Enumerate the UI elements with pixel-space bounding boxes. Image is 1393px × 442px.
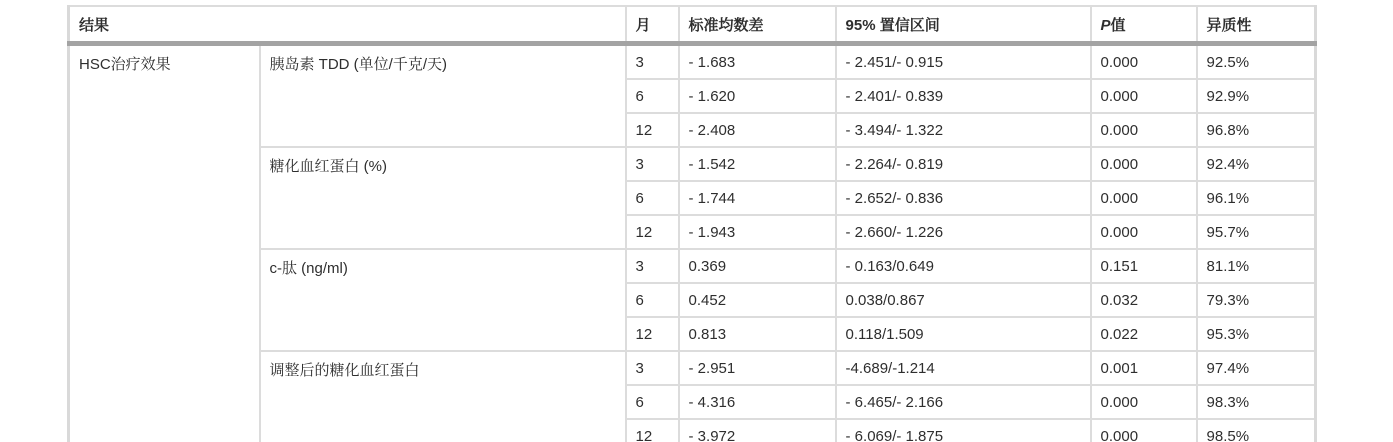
cell-p: 0.000 [1091,181,1197,215]
cell-smd: - 2.951 [679,351,836,385]
col-header-result: 结果 [69,6,626,44]
cell-heterogeneity: 95.3% [1197,317,1316,351]
cell-ci: - 2.660/- 1.226 [836,215,1091,249]
cell-p: 0.001 [1091,351,1197,385]
cell-p: 0.000 [1091,147,1197,181]
cell-p: 0.151 [1091,249,1197,283]
cell-heterogeneity: 81.1% [1197,249,1316,283]
cell-heterogeneity: 98.3% [1197,385,1316,419]
cell-smd: - 2.408 [679,113,836,147]
cell-p: 0.000 [1091,215,1197,249]
cell-heterogeneity: 96.1% [1197,181,1316,215]
p-label-rest: 值 [1110,16,1126,34]
cell-heterogeneity: 98.5% [1197,419,1316,442]
cell-month: 3 [626,249,679,283]
cell-smd: 0.813 [679,317,836,351]
cell-smd: - 4.316 [679,385,836,419]
p-symbol: P [1100,16,1111,34]
cell-month: 12 [626,215,679,249]
cell-p: 0.022 [1091,317,1197,351]
cell-ci: - 2.264/- 0.819 [836,147,1091,181]
cell-month: 6 [626,385,679,419]
cell-ci: 0.038/0.867 [836,283,1091,317]
cell-month: 6 [626,79,679,113]
cell-smd: - 1.542 [679,147,836,181]
col-header-ci: 95% 置信区间 [836,6,1091,44]
cell-month: 3 [626,147,679,181]
cell-heterogeneity: 92.9% [1197,79,1316,113]
cell-month: 3 [626,44,679,80]
cell-p: 0.000 [1091,44,1197,80]
cell-p: 0.000 [1091,419,1197,442]
cell-ci: - 2.401/- 0.839 [836,79,1091,113]
cell-ci: - 2.451/- 0.915 [836,44,1091,80]
cell-ci: - 0.163/0.649 [836,249,1091,283]
cell-month: 12 [626,113,679,147]
col-header-month: 月 [626,6,679,44]
cell-ci: 0.118/1.509 [836,317,1091,351]
cell-ci: - 2.652/- 0.836 [836,181,1091,215]
cell-p: 0.000 [1091,113,1197,147]
results-table [67,5,1317,442]
cell-smd: - 3.972 [679,419,836,442]
cell-outcome-label: 调整后的糖化血红蛋白 [260,351,626,442]
cell-heterogeneity: 95.7% [1197,215,1316,249]
cell-ci: - 3.494/- 1.322 [836,113,1091,147]
col-header-pvalue [1091,6,1197,44]
cell-month: 12 [626,317,679,351]
cell-outcome-label: c-肽 (ng/ml) [260,249,626,351]
cell-heterogeneity: 96.8% [1197,113,1316,147]
cell-ci: - 6.069/- 1.875 [836,419,1091,442]
cell-p: 0.000 [1091,79,1197,113]
cell-heterogeneity: 97.4% [1197,351,1316,385]
header-row [69,6,1316,44]
cell-month: 12 [626,419,679,442]
cell-smd: 0.369 [679,249,836,283]
cell-month: 3 [626,351,679,385]
cell-smd: 0.452 [679,283,836,317]
cell-outcome-label: 胰岛素 TDD (单位/千克/天) [260,44,626,148]
cell-heterogeneity: 92.5% [1197,44,1316,80]
cell-ci: -4.689/-1.214 [836,351,1091,385]
col-header-smd: 标准均数差 [679,6,836,44]
cell-smd: - 1.683 [679,44,836,80]
cell-p: 0.032 [1091,283,1197,317]
cell-smd: - 1.620 [679,79,836,113]
cell-heterogeneity: 92.4% [1197,147,1316,181]
col-header-heterogeneity: 异质性 [1197,6,1316,44]
cell-heterogeneity: 79.3% [1197,283,1316,317]
cell-smd: - 1.943 [679,215,836,249]
cell-p: 0.000 [1091,385,1197,419]
cell-smd: - 1.744 [679,181,836,215]
cell-outcome-label: 糖化血红蛋白 (%) [260,147,626,249]
cell-month: 6 [626,181,679,215]
cell-outcome-group: HSC治疗效果 [69,44,260,442]
table-row [69,44,1316,80]
cell-month: 6 [626,283,679,317]
cell-ci: - 6.465/- 2.166 [836,385,1091,419]
